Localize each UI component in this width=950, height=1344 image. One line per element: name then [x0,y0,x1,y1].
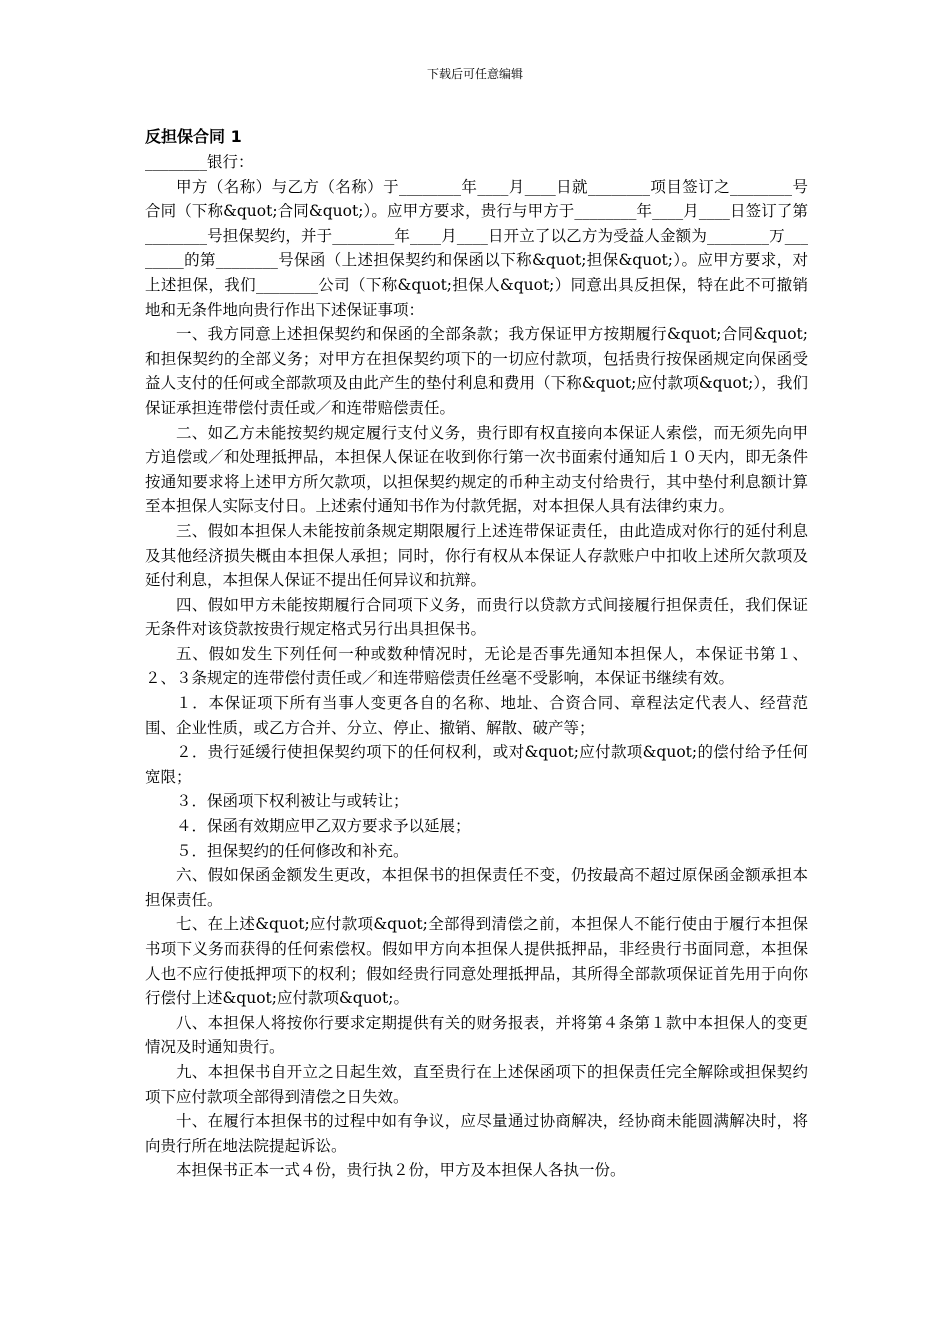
paragraph-clause-7: 七、在上述&quot;应付款项&quot;全部得到清偿之前，本担保人不能行使由于履行本担保书项下义务而获得的任何索偿权。假如甲方向本担保人提供抵押品，非经贵行书面同意，本担保人也不应行使抵押项下的权利；假如经贵行同意处理抵押品，其所得全部款项保证首先用于向你行偿付上述&quot;应付款项&quot;。 [145,915,808,1008]
sub-item-1: １．本保证项下所有当事人变更各自的名称、地址、合资合同、章程法定代表人、经营范围、企业性质，或乙方合并、分立、停止、撤销、解散、破产等； [145,694,808,737]
paragraph-clause-1: 一、我方同意上述担保契约和保函的全部条款；我方保证甲方按期履行&quot;合同&quot;和担保契约的全部义务；对甲方在担保契约项下的一切应付款项，包括贵行按保函规定向保函受益人支付的任何或全部款项及由此产生的垫付利息和费用（下称&quot;应付款项&quot;），我们保证承担连带偿付责任或／和连带赔偿责任。 [145,325,808,417]
salutation: ________银行： [145,153,254,171]
sub-item-5: ５．担保契约的任何修改和补充。 [176,841,409,860]
paragraph-clause-4: 四、假如甲方未能按期履行合同项下义务，而贵行以贷款方式间接履行担保责任，我们保证无条件对该贷款按贵行规定格式另行出具担保书。 [145,595,808,639]
paragraph-closing: 本担保书正本一式４份，贵行执２份，甲方及本担保人各执一份。 [176,1161,626,1180]
paragraph-clause-8: 八、本担保人将按你行要求定期提供有关的财务报表，并将第４条第１款中本担保人的变更情况及时通知贵行。 [145,1013,808,1057]
document-body [145,124,808,1183]
header-note: 下载后可任意编辑 [426,67,523,81]
paragraph-clause-6: 六、假如保函金额发生更改，本担保书的担保责任不变，仍按最高不超过原保函金额承担本担保责任。 [145,866,808,909]
sub-item-4: ４．保函有效期应甲乙双方要求予以延展； [176,817,471,836]
paragraph-clause-3: 三、假如本担保人未能按前条规定期限履行上述连带保证责任，由此造成对你行的延付利息及其他经济损失概由本担保人承担；同时，你行有权从本保证人存款账户中扣收上述所欠款项及延付利息，本担保人保证不提出任何异议和抗辩。 [145,521,808,590]
paragraph-clause-9: 九、本担保书自开立之日起生效，直至贵行在上述保函项下的担保责任完全解除或担保契约项下应付款项全部得到清偿之日失效。 [145,1062,808,1106]
paragraph-clause-5: 五、假如发生下列任何一种或数种情况时，无论是否事先通知本担保人，本保证书第１、２、３条规定的连带偿付责任或／和连带赔偿责任丝毫不受影响，本保证书继续有效。 [145,644,808,688]
sub-item-3: ３．保函项下权利被让与或转让； [176,792,409,811]
paragraph-clause-10: 十、在履行本担保书的过程中如有争议，应尽量通过协商解决，经协商未能圆满解决时，将向贵行所在地法院提起诉讼。 [145,1112,808,1155]
paragraph-clause-2: 二、如乙方未能按契约规定履行支付义务，贵行即有权直接向本保证人索偿，而无须先向甲方追偿或／和处理抵押品，本担保人保证在收到你行第一次书面索付通知后１０天内，即无条件按通知要求将上述甲方所欠款项，以担保契约规定的币种主动支付给贵行，其中垫付利息额计算至本担保人实际支付日。上述索付通知书作为付款凭据，对本担保人具有法律约束力。 [145,423,808,516]
sub-item-2: ２．贵行延缓行使担保契约项下的任何权利，或对&quot;应付款项&quot;的偿付给予任何宽限； [145,743,808,786]
document-title: 反担保合同 1 [145,127,242,146]
paragraph-preamble: 甲方（名称）与乙方（名称）于________年____月____日就________项目签订之________号合同（下称&quot;合同&quot;）。应甲方要求，贵行与甲方于________年____月____日签订了第________号担保契约，并于________年____月____日开立了以乙方为受益人金额为________万________的第________号保函（上述担保契约和保函以下称&quot;担保&quot;）。应甲方要求，对上述担保，我们________公司（下称&quot;担保人&quot;）同意出具反担保，特在此不可撤销地和无条件地向贵行作出下述保证事项： [145,177,808,319]
